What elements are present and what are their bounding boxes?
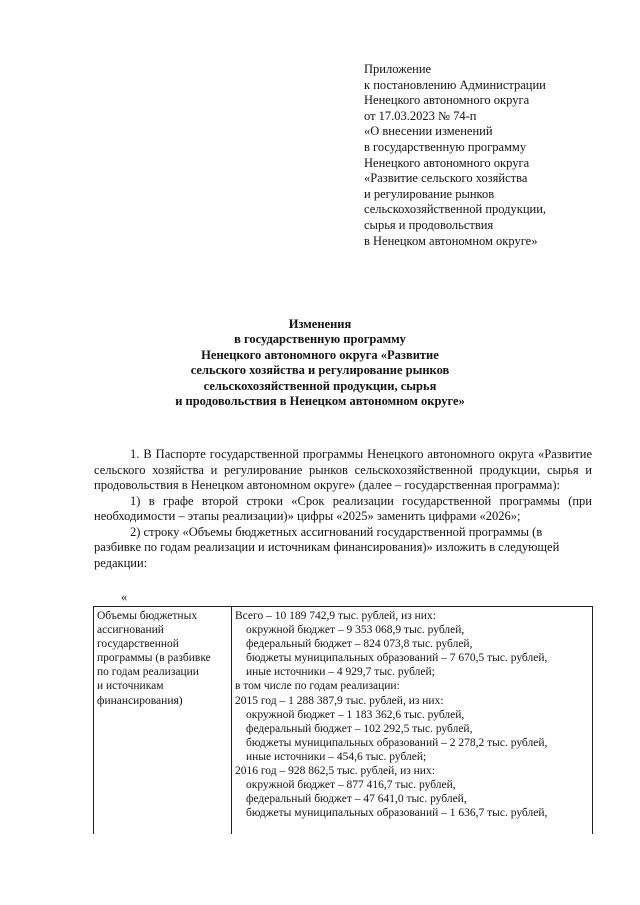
- table-cell-label: [94, 607, 232, 834]
- value-line: федеральный бюджет – 102 292,5 тыс. рублей,: [246, 722, 473, 735]
- value-line: федеральный бюджет – 824 073,8 тыс. рублей,: [246, 638, 473, 651]
- opening-quote: «: [121, 590, 128, 604]
- appendix-line: Ненецкого автономного округа: [364, 155, 530, 170]
- appendix-line: «О внесении изменений: [364, 124, 493, 139]
- appendix-line: сельскохозяйственной продукции,: [364, 202, 547, 217]
- title-line: в государственную программу: [234, 332, 406, 347]
- title-line: Ненецкого автономного округа «Развитие: [201, 347, 439, 362]
- value-line: 2015 год – 1 288 387,9 тыс. рублей, из них:: [235, 694, 444, 707]
- value-line: бюджеты муниципальных образований – 2 278,2 тыс. рублей,: [246, 736, 548, 749]
- document-title: [150, 317, 490, 409]
- value-line: окружной бюджет – 1 183 362,6 тыс. рублей,: [246, 708, 465, 721]
- appendix-line: Приложение: [364, 62, 432, 76]
- label-line: ассигнований: [97, 624, 164, 637]
- paragraph-item-1-1: 1) в графе второй строки «Срок реализации государственной программы (при необходимости – этапы реализации)» цифры «2025» заменить цифрами «2026»;: [94, 493, 592, 523]
- label-line: программы (в разбивке: [97, 652, 211, 665]
- label-line: финансирования): [97, 694, 183, 707]
- appendix-line: и регулирование рынков: [364, 186, 495, 201]
- paragraph-item-1: 1. В Паспорте государственной программы Ненецкого автономного округа «Развитие сельского хозяйства и регулирование рынков сельскохозяйственной продукции, сырья и продовольствия в Ненецком автономном округе» (далее – государственная программа):: [94, 447, 592, 492]
- table-cell-values: [232, 607, 593, 822]
- paragraph-item-1-2: 2) строку «Объемы бюджетных ассигнований государственной программы (в разбивке по годам реализации и источникам финансирования)» изложить в следующей редакции:: [94, 524, 560, 570]
- value-line: федеральный бюджет – 47 641,0 тыс. рублей,: [246, 793, 467, 806]
- appendix-line: от 17.03.2023 № 74-п: [364, 108, 477, 123]
- appendix-line: Ненецкого автономного округа: [364, 93, 530, 108]
- appendix-line: «Развитие сельского хозяйства: [364, 171, 528, 186]
- budget-table: [93, 606, 593, 834]
- value-line: иные источники – 4 929,7 тыс. рублей;: [246, 666, 435, 679]
- label-line: и источникам: [97, 680, 164, 693]
- appendix-block: [364, 62, 634, 249]
- title-line: и продовольствия в Ненецком автономном округе»: [175, 394, 465, 409]
- value-line: Всего – 10 189 742,9 тыс. рублей, из них:: [235, 610, 436, 622]
- label-line: Объемы бюджетных: [97, 610, 198, 622]
- appendix-line: в Ненецком автономном округе»: [364, 233, 538, 248]
- label-line: государственной: [97, 638, 179, 651]
- appendix-line: в государственную программу: [364, 139, 527, 154]
- value-line: окружной бюджет – 877 416,7 тыс. рублей,: [246, 779, 456, 792]
- value-line: 2016 год – 928 862,5 тыс. рублей, из них:: [235, 765, 435, 778]
- body-text: [94, 447, 592, 571]
- value-line: бюджеты муниципальных образований – 1 636,7 тыс. рублей,: [246, 807, 548, 820]
- value-line: бюджеты муниципальных образований – 7 670,5 тыс. рублей,: [246, 652, 548, 665]
- label-line: по годам реализации: [97, 666, 199, 679]
- value-line: в том числе по годам реализации:: [235, 680, 400, 693]
- appendix-line: к постановлению Администрации: [364, 77, 546, 92]
- title-line: Изменения: [288, 317, 352, 331]
- value-line: иные источники – 454,6 тыс. рублей;: [246, 750, 427, 763]
- title-line: сельского хозяйства и регулирование рынков: [190, 363, 450, 378]
- title-line: сельскохозяйственной продукции, сырья: [203, 378, 437, 393]
- value-line: окружной бюджет – 9 353 068,9 тыс. рублей,: [246, 624, 465, 637]
- appendix-line: сырья и продовольствия: [364, 217, 494, 232]
